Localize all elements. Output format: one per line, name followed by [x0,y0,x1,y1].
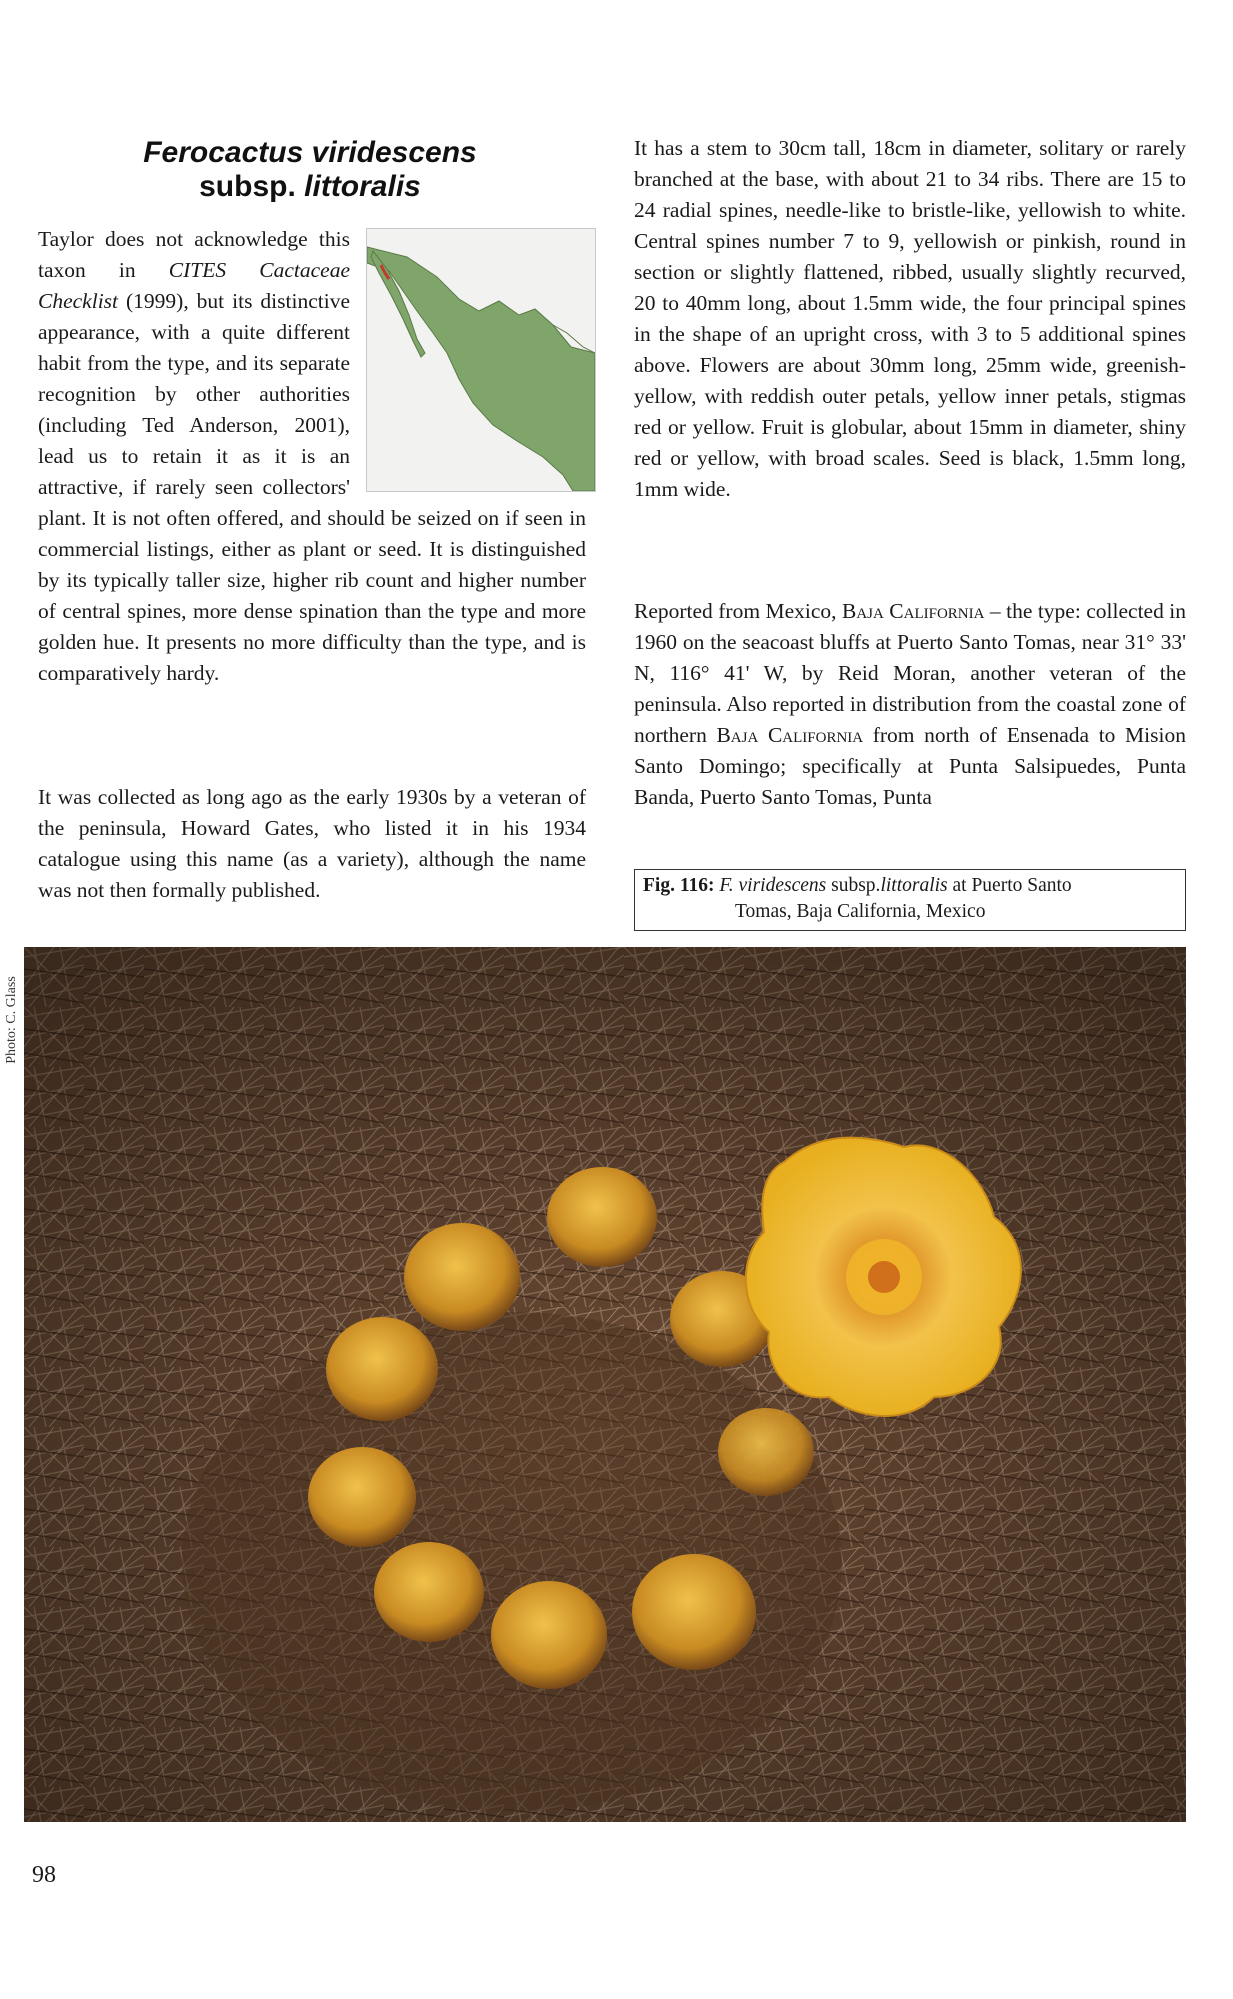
text-run: Reported from Mexico, [634,599,842,623]
text-run: Taylor does not acknowledge this taxon in [38,227,350,282]
caption-location-1: at Puerto Santo [947,875,1072,896]
text-run: (1999), but its distinctive appearance, with a quite different habit from the type, and its separate recognition by other authorities (including Ted Anderson, 2001), lead us to retain it as it is an attractive, if rarely seen collectors' plant. It is not often offered, and should be seized on if seen in commercial listings, either as plant or seed. It is distinguished by its typically taller size, higher rib count and higher number of central spines, more dense spination than the type and more golden hue. It presents no more difficulty than the type, and is comparatively hardy. [38,289,586,685]
mexico-map-graphic [367,229,595,491]
text-run: from north of Ensenada to Mision Santo Domingo; specifically at Punta Salsipuedes, Punta Banda, Puerto Santo Tomas, Punta [634,723,1186,809]
cactus-photo [24,947,1186,1822]
right-paragraph-2 [634,596,1186,813]
title-genus: Ferocactus viridescens [143,136,477,169]
text-run: Baja California [842,599,985,623]
text-run: CITES Cactaceae Checklist [38,258,350,313]
photo-credit: Photo: C. Glass [4,976,19,1064]
right-paragraph-1: It has a stem to 30cm tall, 18cm in diameter, solitary or rarely branched at the base, with about 21 to 34 ribs. There are 15 to 24 radial spines, needle-like to bristle-like, yellowish to white. Central spines number 7 to 9, yellowish or pinkish, round in section or slightly flattened, ribbed, usually slightly recurved, 20 to 40mm long, about 1.5mm wide, the four principal spines in the shape of an upright cross, with 3 to 5 additional spines above. Flowers are about 30mm long, 25mm wide, greenish-yellow, with reddish outer petals, yellow inner petals, stigmas red or yellow. Fruit is globular, about 15mm in diameter, shiny red or yellow, with broad scales. Seed is black, 1.5mm long, 1mm wide. [634,136,1186,501]
caption-location-2: Tomas, Baja California, Mexico [735,901,986,922]
distribution-map [366,228,596,492]
figure-caption [634,869,1186,931]
left-paragraph-2: It was collected as long ago as the early 1930s by a veteran of the peninsula, Howard Gates, who listed it in his 1934 catalogue using this name (as a variety), although the name was not then formally published. [38,785,586,902]
title-epithet: littoralis [304,170,421,203]
page-number: 98 [32,1862,56,1888]
caption-rank: subsp. [826,875,881,896]
cactus-photo-graphic [24,947,1186,1822]
caption-epithet: littoralis [880,875,948,896]
article-title [100,136,520,204]
text-run: – the type: collected in 1960 on the seacoast bluffs at Puerto Santo Tomas, near 31° 33' N, 116° 41' W, by Reid Moran, another veteran of the peninsula. Also reported in distribution from the coastal zone of northern [634,599,1187,747]
caption-species: F. viridescens [719,875,827,896]
figure-number: Fig. 116: [643,875,715,896]
title-rank: subsp. [199,170,296,203]
text-run: Baja California [716,723,864,747]
